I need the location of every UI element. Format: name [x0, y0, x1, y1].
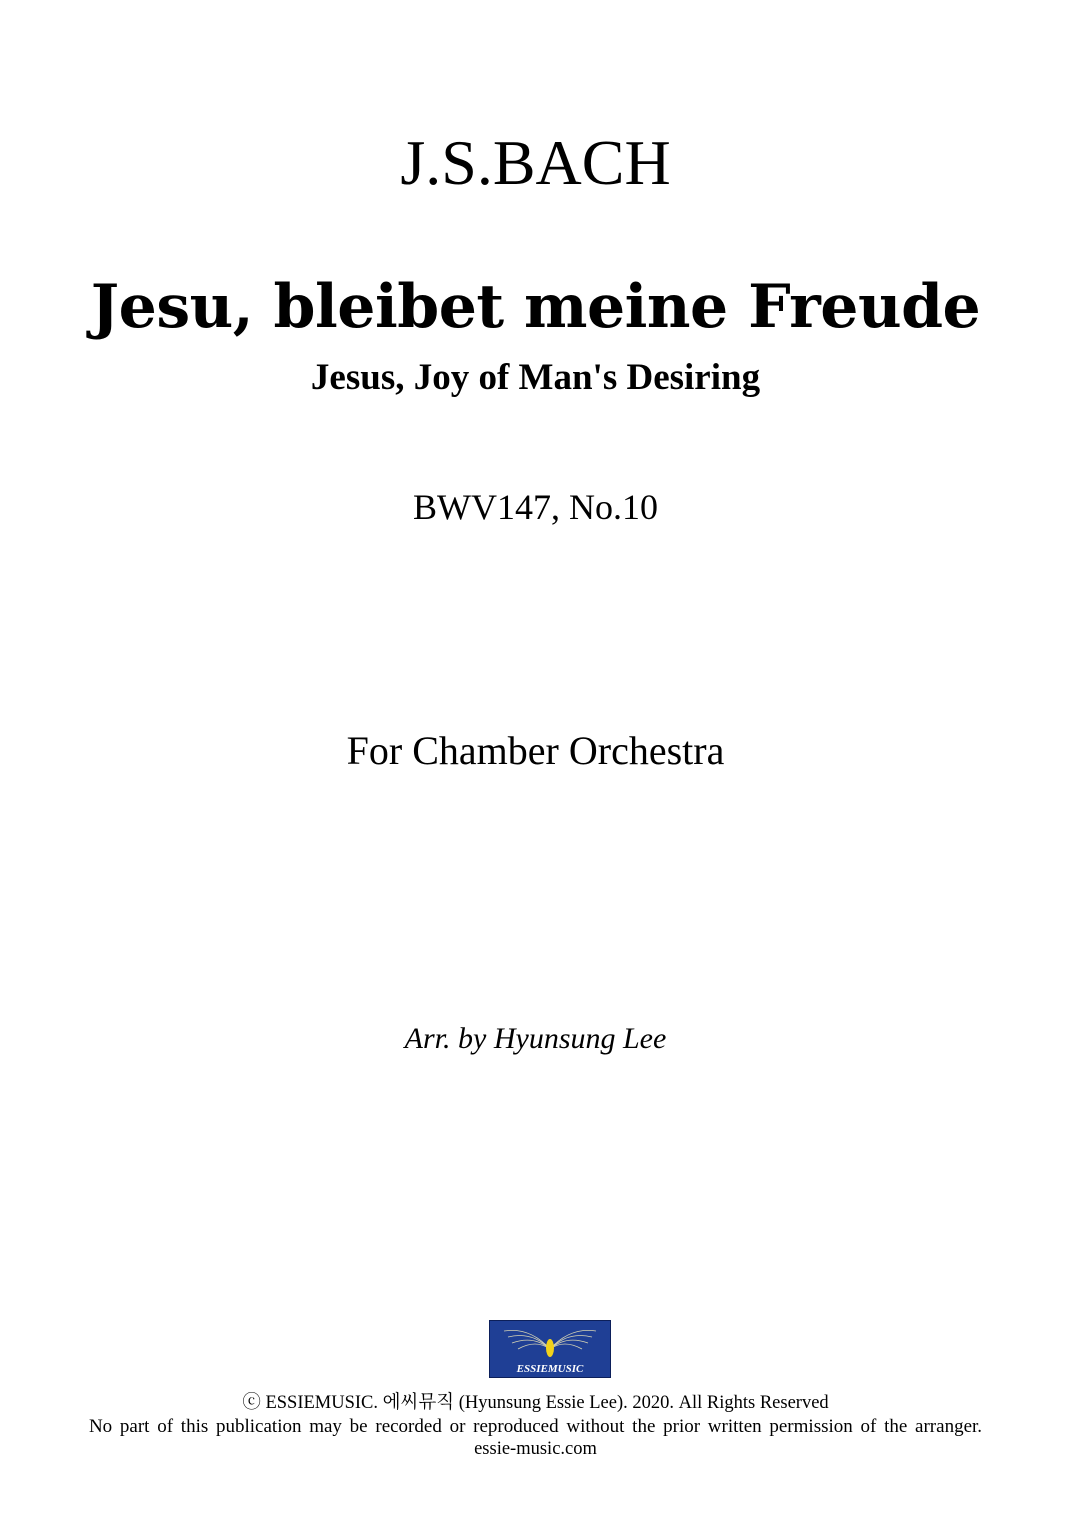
piece-title: Jesu, bleibet meine Freude: [90, 272, 981, 342]
arranger-credit: Arr. by Hyunsung Lee: [404, 1022, 667, 1055]
instrumentation: For Chamber Orchestra: [346, 728, 725, 773]
catalog-number: BWV147, No.10: [413, 487, 658, 527]
piece-subtitle: Jesus, Joy of Man's Desiring: [310, 357, 761, 398]
logo-text: ESSIEMUSIC: [516, 1363, 584, 1375]
logo-emblem-icon: [490, 1321, 610, 1377]
rights-notice: No part of this publication may be recorded or reproduced without the prior written permission of the arranger.: [88, 1416, 983, 1437]
essiemusic-logo: [489, 1320, 611, 1378]
website-link[interactable]: essie-music.com: [474, 1439, 597, 1459]
composer-name: J.S.BACH: [400, 127, 671, 198]
copyright-line: ⓒ ESSIEMUSIC. 에씨뮤직 (Hyunsung Essie Lee). 2020. All Rights Reserved: [242, 1393, 829, 1413]
